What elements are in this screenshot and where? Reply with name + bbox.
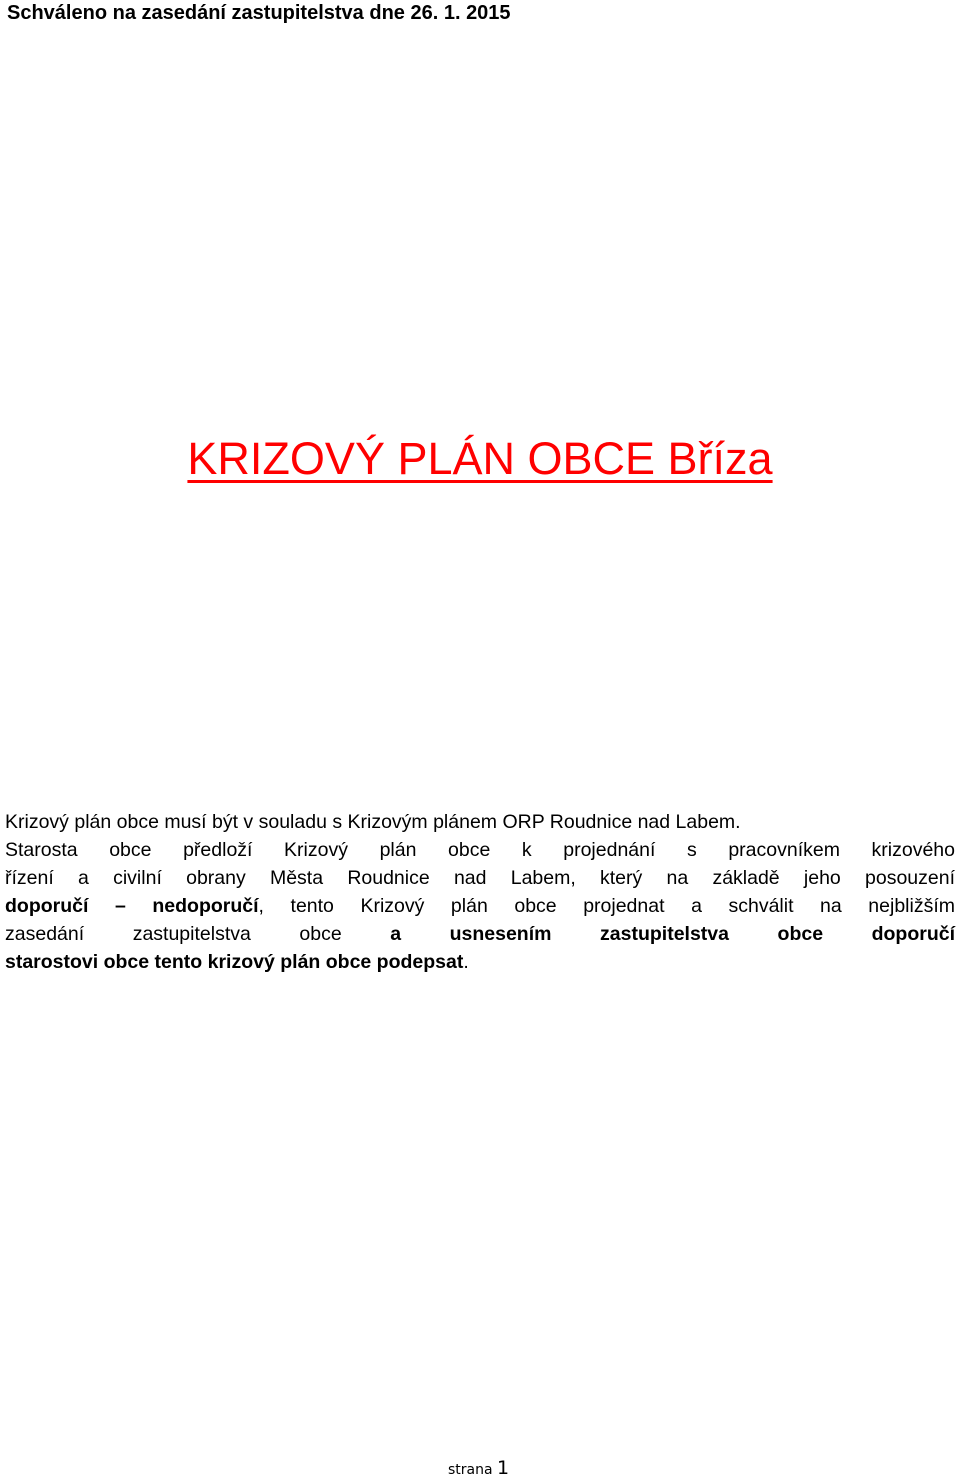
body-line-2: Starosta obce předloží Krizový plán obce k projednání s pracovníkem krizového — [5, 839, 955, 861]
document-title: KRIZOVÝ PLÁN OBCE Bříza — [187, 433, 773, 484]
recommendation-bold: doporučí – nedoporučí — [5, 895, 259, 917]
page-number-value: 1 — [497, 1457, 510, 1479]
body-line-1: Krizový plán obce musí být v souladu s Krizovým plánem ORP Roudnice nad Labem. — [5, 811, 741, 833]
body-line-4-rest: , tento Krizový plán obce projednat a schválit na nejbližším — [258, 895, 955, 917]
page-number — [448, 1457, 509, 1479]
body-line-6 — [5, 948, 955, 976]
approval-note: Schváleno na zasedání zastupitelstva dne 26. 1. 2015 — [7, 2, 511, 24]
body-line-6-end: . — [463, 951, 469, 973]
body-line-5-start: zasedání zastupitelstva obce — [5, 923, 391, 945]
body-line-4 — [5, 892, 955, 920]
document-body — [5, 808, 955, 976]
page-label: strana — [448, 1462, 493, 1478]
resolution-bold: a usnesením zastupitelstva obce doporučí — [390, 923, 955, 945]
body-line-5 — [5, 920, 955, 948]
body-line-3: řízení a civilní obrany Města Roudnice nad Labem, který na základě jeho posouzení — [5, 867, 955, 889]
sign-instruction-bold: starostovi obce tento krizový plán obce podepsat — [5, 951, 464, 973]
